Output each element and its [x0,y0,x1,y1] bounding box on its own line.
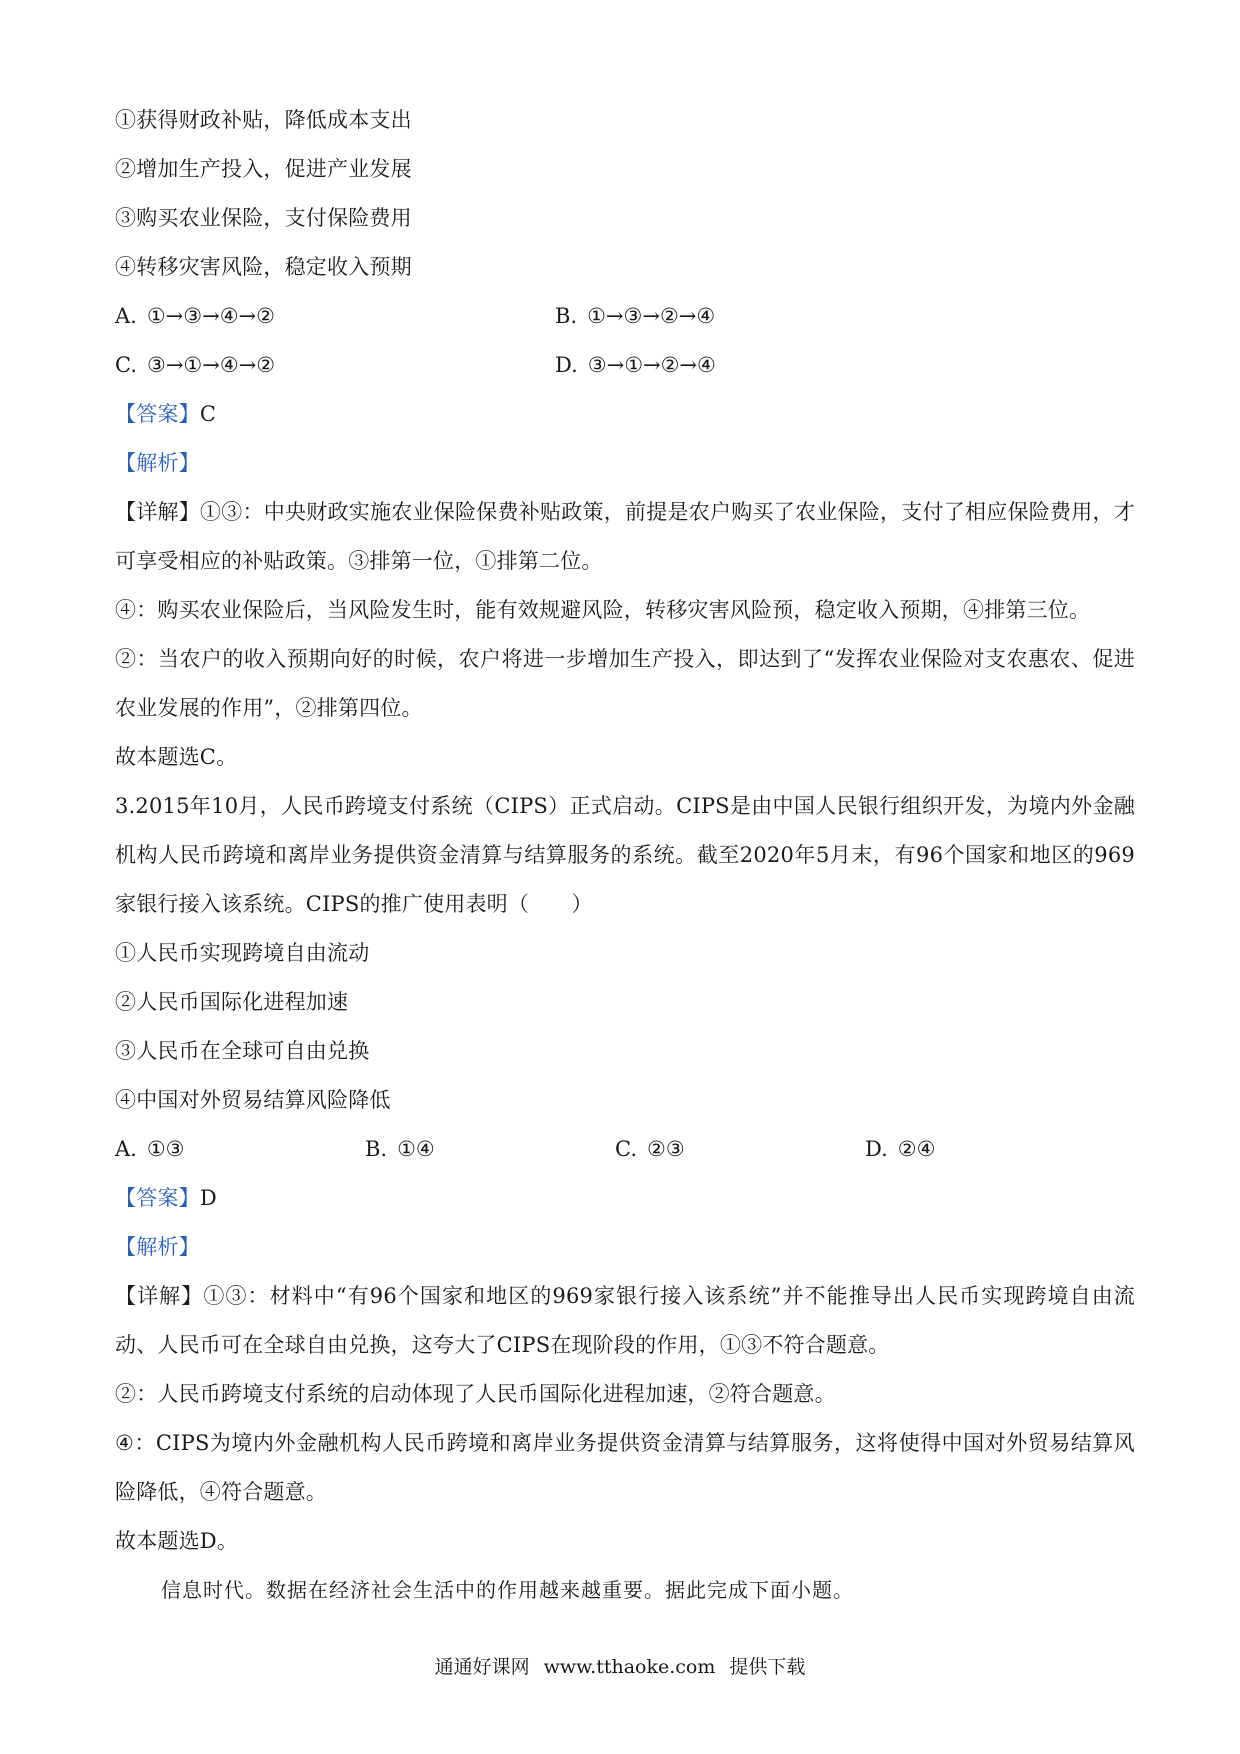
lead-in-text: 信息时代。数据在经济社会生活中的作用越来越重要。据此完成下面小题。 [161,1578,854,1602]
item-2: ②增加生产投入，促进产业发展 [115,157,412,181]
document-page [115,96,1135,1615]
answer-line [115,1174,1135,1223]
option-text: ①③ [146,1137,185,1161]
footer-url[interactable]: www.tthaoke.com [543,1656,716,1678]
option-letter: A. [115,304,137,328]
item-1: ①人民币实现跨境自由流动 [115,941,370,965]
conclusion: 故本题选C。 [115,745,238,769]
option-text: ②④ [897,1137,936,1161]
item-4: ④中国对外贸易结算风险降低 [115,1088,391,1112]
analysis-line [115,1223,1135,1272]
detail-text: ①③：中央财政实施农业保险保费补贴政策，前提是农户购买了农业保险，支付了相应保险费用，才可享受相应的补贴政策。③排第一位，①排第二位。 [115,500,1135,573]
detail-text: ①③：材料中“有96个国家和地区的969家银行接入该系统”并不能推导出人民币实现跨境自由流动、人民币可在全球自由兑换，这夸大了CIPS在现阶段的作用，①③不符合题意。 [115,1284,1135,1357]
option-c[interactable] [615,1125,685,1174]
option-letter: B. [555,304,578,328]
answer-tag: 【答案】 [115,1186,200,1210]
option-letter: D. [555,353,578,377]
detail-paragraph: ④：CIPS为境内外金融机构人民币跨境和离岸业务提供资金清算与结算服务，这将使得中国对外贸易结算风险降低，④符合题意。 [115,1431,1135,1504]
footer-suffix: 提供下载 [729,1656,806,1678]
option-text: ①④ [397,1137,435,1161]
item-3: ③购买农业保险，支付保险费用 [115,206,412,230]
conclusion: 故本题选D。 [115,1529,239,1553]
option-text: ③→①→④→② [147,353,276,377]
option-letter: A. [115,1137,137,1161]
options-row [115,1125,1135,1174]
page-footer [0,1652,1240,1679]
answer-line [115,390,1135,439]
option-letter: C. [115,353,137,377]
answer-value: C [199,402,217,426]
option-c[interactable] [115,341,275,390]
option-d[interactable] [865,1125,935,1174]
answer-tag: 【答案】 [115,402,200,426]
footer-site-name: 通通好课网 [434,1656,530,1678]
detail-paragraph: ②：人民币跨境支付系统的启动体现了人民币国际化进程加速，②符合题意。 [115,1382,836,1406]
options-row-ab [115,292,1135,341]
option-text: ①→③→④→② [146,304,275,328]
option-a[interactable] [115,292,275,341]
analysis-tag: 【解析】 [115,1235,200,1259]
option-letter: B. [365,1137,388,1161]
item-4: ④转移灾害风险，稳定收入预期 [115,255,412,279]
option-text: ①→③→②→④ [587,304,716,328]
option-letter: C. [615,1137,637,1161]
question-stem: 3.2015年10月，人民币跨境支付系统（CIPS）正式启动。CIPS是由中国人民银行组织开发，为境内外金融机构人民币跨境和离岸业务提供资金清算与结算服务的系统。截至2020年5月末，有96个国家和地区的969家银行接入该系统。CIPS的推广使用表明（ ） [115,794,1135,916]
options-row-cd [115,341,1135,390]
option-a[interactable] [115,1125,185,1174]
option-b[interactable] [365,1125,435,1174]
detail-paragraph [115,1272,1135,1370]
detail-paragraph: ②：当农户的收入预期向好的时候，农户将进一步增加生产投入，即达到了“发挥农业保险对支农惠农、促进农业发展的作用”，②排第四位。 [115,647,1135,720]
detail-paragraph [115,488,1135,586]
option-text: ③→①→②→④ [587,353,716,377]
analysis-line [115,439,1135,488]
option-d[interactable] [555,341,716,390]
item-2: ②人民币国际化进程加速 [115,990,349,1014]
detail-paragraph: ④：购买农业保险后，当风险发生时，能有效规避风险，转移灾害风险预，稳定收入预期，④排第三位。 [115,598,1091,622]
detail-tag: 【详解】 [115,500,201,524]
item-1: ①获得财政补贴，降低成本支出 [115,108,412,132]
item-3: ③人民币在全球可自由兑换 [115,1039,370,1063]
option-b[interactable] [555,292,715,341]
option-letter: D. [865,1137,888,1161]
option-text: ②③ [647,1137,685,1161]
answer-value: D [199,1186,217,1210]
detail-tag: 【详解】 [115,1284,204,1308]
analysis-tag: 【解析】 [115,451,200,475]
